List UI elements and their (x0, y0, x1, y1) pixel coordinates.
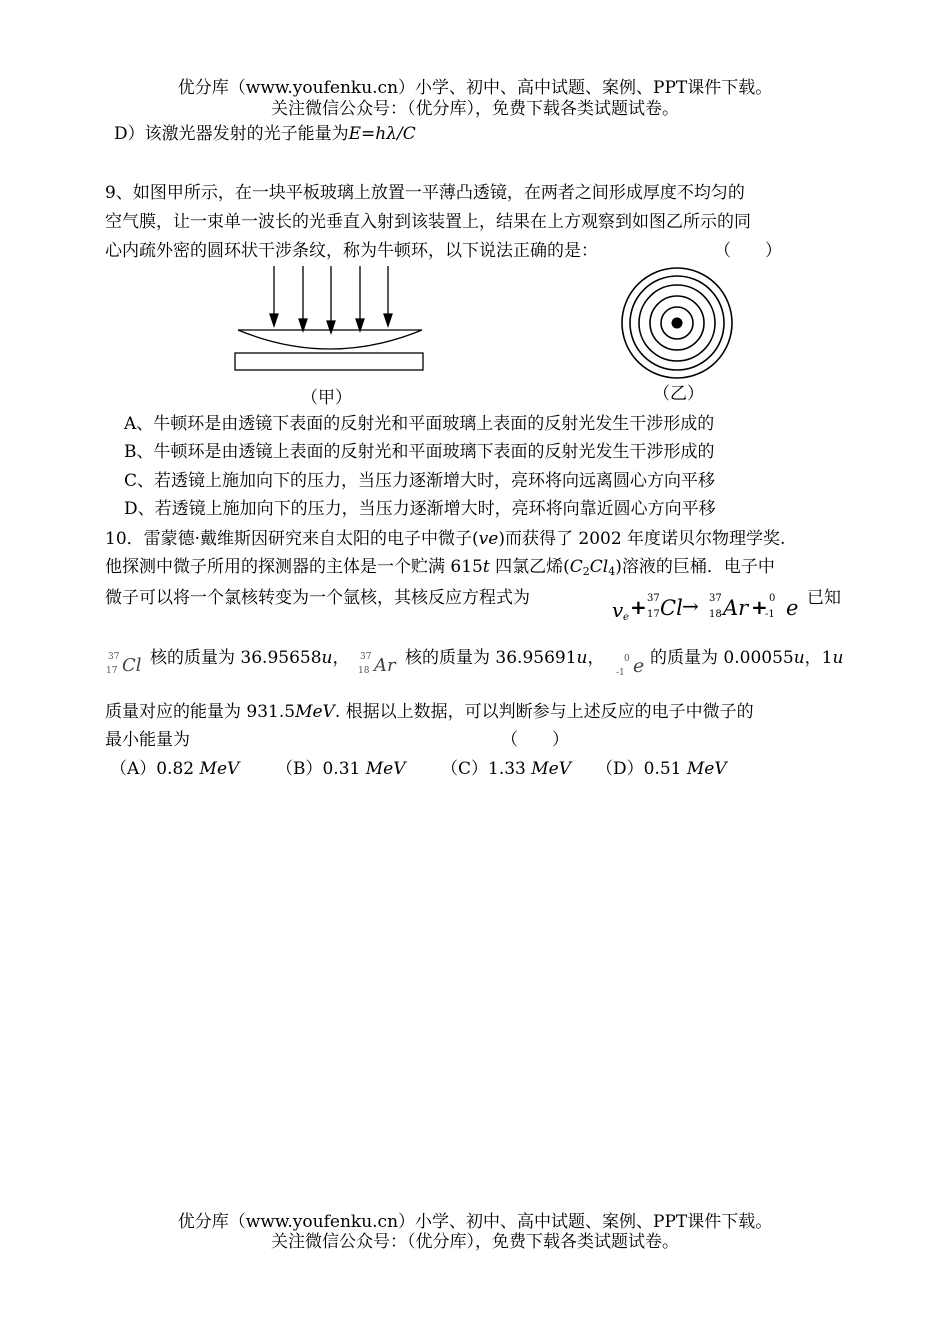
q10-line-2-text: 他探测中微子所用的探测器的主体是一个贮满 615 (105, 557, 483, 577)
q10-line-3: 微子可以将一个氯核转变为一个氩核，其核反应方程式为 (105, 588, 530, 608)
nuclide-electron (614, 652, 648, 682)
eq-plus-1: + (630, 595, 647, 619)
figure-jia-label: （甲） (301, 388, 352, 408)
q10-choice-d-label: （D）0.51 (596, 759, 687, 779)
arrow-head (384, 314, 392, 326)
q10-choice-c-label: （C）1.33 (441, 759, 532, 779)
q10-line-2-text-b: 四氯乙烯( (489, 557, 570, 577)
q9-option-d: D、若透镜上施加向下的压力，当压力逐渐增大时，亮环将向靠近圆心方向平移 (124, 499, 716, 519)
prev-option-d (114, 124, 416, 144)
q10-line-1-text: 10．雷蒙德·戴维斯因研究来自太阳的电子中微子( (105, 529, 479, 549)
nuclide-cl-charge: 17 (106, 666, 118, 676)
q9-option-a: A、牛顿环是由透镜下表面的反射光和平面玻璃上表面的反射光发生干涉形成的 (124, 414, 715, 434)
q10-e-mass-text (650, 648, 843, 668)
eq-cl: Cl (660, 596, 683, 620)
q10-line-4-end: ，1 (804, 648, 833, 668)
arrow-head (356, 319, 364, 331)
eq-electron: e (786, 596, 799, 620)
q10-ve: ve (478, 529, 499, 549)
q9-option-c: C、若透镜上施加向下的压力，当压力逐渐增大时，亮环将向远离圆心方向平移 (124, 471, 716, 491)
arrow-head (327, 321, 335, 333)
prev-option-d-formula: E=hλ/C (348, 124, 416, 144)
q10-choice-a (110, 759, 239, 779)
q10-cl-mass-value: 核的质量为 36.95658 (150, 648, 322, 668)
q9-answer-paren: （ ） (714, 241, 782, 261)
nuclide-ar-charge: 18 (358, 666, 370, 676)
q9-line-3: 心内疏外密的圆环状干涉条纹，称为牛顿环，以下说法正确的是： (105, 241, 598, 261)
q10-ar-mass-value: 核的质量为 36.95691 (405, 648, 577, 668)
nuclide-e-mass: 0 (624, 654, 630, 664)
figure-yi (618, 266, 736, 384)
header-line-1: 优分库（www.youfenku.cn）小学、初中、高中试题、案例、PPT课件下载。 (177, 78, 773, 98)
footer-line-2: 关注微信公众号：（优分库），免费下载各类试题试卷。 (271, 1232, 679, 1252)
q10-answer-paren: （ ） (501, 730, 569, 750)
eq-e-charge: -1 (765, 609, 775, 620)
q10-line-2 (105, 557, 775, 582)
q10-line-6: 最小能量为 (105, 730, 190, 750)
unit-u: u (576, 648, 588, 668)
q9-line-1: 9、如图甲所示，在一块平板玻璃上放置一平薄凸透镜，在两者之间形成厚度不均匀的 (105, 183, 745, 203)
q10-unit-t: t (482, 557, 490, 577)
q10-formula-c-sub: 2 (582, 565, 590, 578)
nuclide-cl (104, 652, 144, 682)
reaction-equation (612, 592, 802, 628)
comma: ， (332, 648, 350, 668)
lens-bottom-curve (238, 330, 422, 349)
q10-choice-c-unit: MeV (531, 759, 572, 779)
figure-jia (230, 262, 430, 376)
q10-formula-cl-sub: 4 (608, 565, 616, 578)
nuclide-e-charge: -1 (616, 668, 625, 678)
glass-plate (235, 353, 423, 370)
q10-choice-a-unit: MeV (199, 759, 240, 779)
q10-choice-d (596, 759, 727, 779)
q10-choice-b (276, 759, 406, 779)
nuclide-ar-mass: 37 (360, 652, 372, 662)
q9-line-2: 空气膜，让一束单一波长的光垂直入射到该装置上，结果在上方观察到如图乙所示的同 (105, 212, 751, 232)
q10-formula-cl: Cl (589, 557, 609, 577)
eq-plus-2: + (751, 595, 768, 619)
eq-ar-mass: 37 (709, 593, 722, 604)
q10-line-2-end: )溶液的巨桶．电子中 (615, 557, 775, 577)
header-line-2: 关注微信公众号：（优分库），免费下载各类试题试卷。 (271, 99, 679, 119)
eq-arrow: → (682, 594, 699, 618)
ring-center-dot (672, 318, 683, 329)
q10-formula-c: C (569, 557, 583, 577)
nuclide-cl-symbol: Cl (122, 655, 142, 676)
q10-line-5-text: 质量对应的能量为 931.5 (105, 702, 296, 722)
q9-option-b: B、牛顿环是由透镜上表面的反射光和平面玻璃下表面的反射光发生干涉形成的 (124, 442, 715, 462)
figure-yi-label: （乙） (653, 384, 704, 404)
prev-option-d-text: D）该激光器发射的光子能量为 (114, 124, 349, 144)
q10-cl-mass-text (150, 648, 349, 668)
comma: ， (587, 648, 605, 668)
footer-line-1: 优分库（www.youfenku.cn）小学、初中、高中试题、案例、PPT课件下载。 (177, 1212, 773, 1232)
eq-e-mass: 0 (769, 593, 776, 604)
unit-u: u (321, 648, 333, 668)
q10-ar-mass-text (405, 648, 604, 668)
q10-line-5-text-b: . 根据以上数据，可以判断参与上述反应的电子中微子的 (334, 702, 754, 722)
arrow-head (299, 319, 307, 331)
q10-choice-a-label: （A）0.82 (110, 759, 200, 779)
unit-mev: MeV (295, 702, 335, 722)
q10-choice-d-unit: MeV (686, 759, 727, 779)
unit-u: u (793, 648, 805, 668)
nuclide-ar (356, 652, 400, 682)
q10-line-5 (105, 702, 754, 722)
eq-neutrino: v (612, 598, 624, 622)
q10-line-1-text-b: )而获得了 2002 年度诺贝尔物理学奖. (498, 529, 786, 549)
q10-choice-c (441, 759, 571, 779)
eq-ar-charge: 18 (709, 609, 722, 620)
q10-line-1 (105, 529, 785, 549)
eq-neutrino-sub: e (623, 612, 629, 623)
nuclide-cl-mass: 37 (108, 652, 120, 662)
eq-ar: Ar (723, 596, 749, 620)
eq-cl-mass: 37 (647, 593, 660, 604)
nuclide-ar-symbol: Ar (374, 655, 396, 676)
q10-choice-b-unit: MeV (365, 759, 406, 779)
q10-choice-b-label: （B）0.31 (276, 759, 366, 779)
q10-line-3-end: 已知 (807, 588, 841, 608)
q10-e-mass-value: 的质量为 0.00055 (650, 648, 794, 668)
nuclide-e-symbol: e (633, 655, 645, 677)
eq-cl-charge: 17 (647, 609, 660, 620)
unit-u: u (832, 648, 844, 668)
arrow-head (270, 314, 278, 326)
